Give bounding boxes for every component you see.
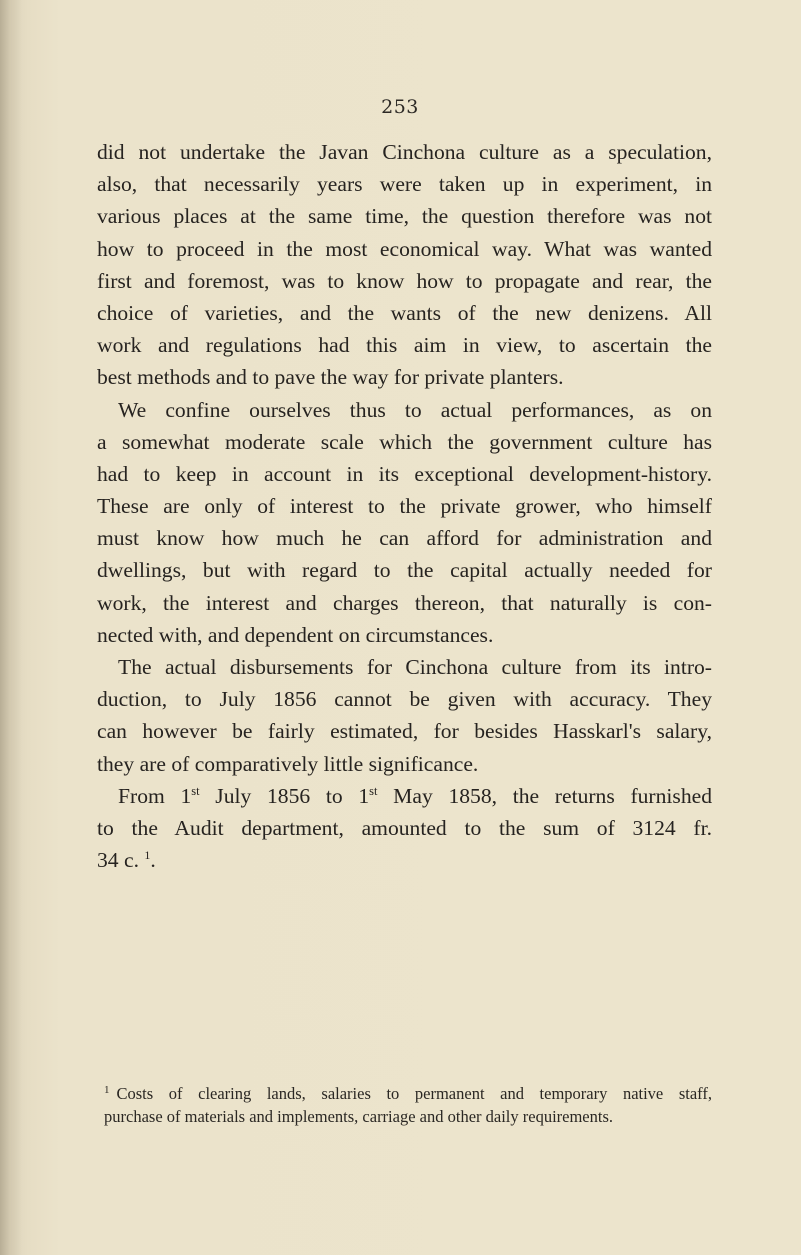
text-segment: . [150, 848, 156, 873]
text-line-dates [97, 780, 712, 812]
text-segment: May 1858, the returns furnished [377, 783, 712, 808]
text-line: We confine ourselves thus to actual performances, as on [118, 397, 712, 422]
text-line: best methods and to pave the way for private planters. [97, 365, 564, 390]
footnote-marker: 1 [104, 1084, 110, 1096]
text-line-with-footnote-ref [97, 844, 712, 876]
text-line: how to proceed in the most economical way. What was wanted [97, 236, 712, 261]
text-line: These are only of interest to the private grower, who himself [97, 494, 712, 519]
text-line: work, the interest and charges thereon, that naturally is con- [97, 590, 712, 615]
text-line: to the Audit department, amounted to the sum of 3124 fr. [97, 815, 712, 840]
text-line: they are of comparatively little significance. [97, 751, 479, 776]
ordinal-suffix: st [369, 783, 378, 798]
text-line: The actual disbursements for Cinchona culture from its intro- [118, 655, 712, 679]
text-line: first and foremost, was to know how to propagate and rear, the [97, 268, 712, 293]
footnote-reference: 1 [144, 848, 151, 863]
text-line: did not undertake the Javan Cinchona culture as a speculation, [97, 140, 712, 164]
text-line: choice of varieties, and the wants of the new denizens. All [97, 300, 712, 325]
ordinal-suffix: st [191, 783, 200, 798]
footnote-line: purchase of materials and implements, carriage and other daily requirements. [104, 1107, 614, 1126]
footnote-line [104, 1082, 712, 1105]
text-line: must know how much he can afford for administration and [97, 526, 712, 551]
text-line: dwellings, but with regard to the capital actually needed for [97, 558, 712, 583]
text-line: work and regulations had this aim in view, to ascertain the [97, 333, 712, 358]
text-line: nected with, and dependent on circumstances. [97, 622, 494, 647]
text-segment: 34 c. [97, 848, 139, 873]
text-line: a somewhat moderate scale which the government culture has [97, 429, 712, 454]
page-gutter-shadow [0, 0, 22, 1255]
text-line: duction, to July 1856 cannot be given with accuracy. They [97, 687, 712, 712]
text-segment: July 1856 to 1 [199, 783, 370, 808]
text-line: various places at the same time, the question therefore was not [97, 204, 712, 229]
text-line: can however be fairly estimated, for besides Hasskarl's salary, [97, 719, 712, 744]
text-segment: From 1 [118, 783, 192, 808]
text-line: had to keep in account in its exceptional development-history. [97, 461, 712, 486]
body-text [97, 136, 712, 876]
footnote [104, 1082, 712, 1128]
page-number: 253 [381, 96, 419, 118]
footnote-text: Costs of clearing lands, salaries to permanent and temporary native staff, [116, 1084, 712, 1103]
text-line: also, that necessarily years were taken up in experiment, in [97, 172, 712, 197]
